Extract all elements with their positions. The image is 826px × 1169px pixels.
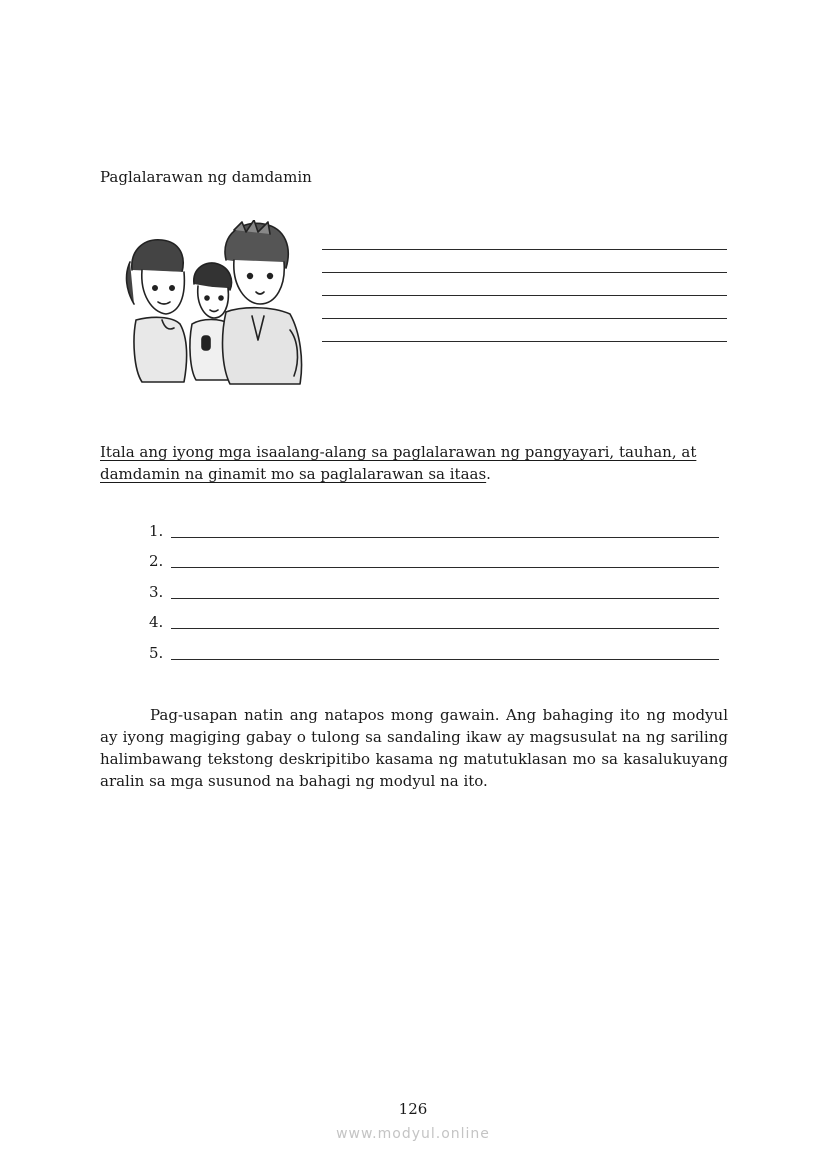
answer-line[interactable] xyxy=(322,318,727,319)
answer-line[interactable] xyxy=(322,272,727,273)
list-item-number: 2. xyxy=(149,552,164,570)
answer-blank[interactable] xyxy=(171,523,719,538)
body-paragraph: Pag-usapan natin ang natapos mong gawain. Ang bahaging ito ng modyul ay iyong magiging gabay o tulong sa sandaling ikaw ay magsusulat na ng sariling halimbawang tekstong deskripitibo kasama ng matutuklasan mo sa kasalukuyang aralin sa mga susunod na bahagi ng modyul na ito. xyxy=(100,706,728,790)
answer-blank[interactable] xyxy=(171,553,719,568)
list-item-number: 1. xyxy=(149,522,164,540)
section-heading: Paglalarawan ng damdamin xyxy=(100,168,312,186)
list-item[interactable] xyxy=(149,581,719,601)
page-number: 126 xyxy=(398,1100,428,1118)
list-item-number: 5. xyxy=(149,644,164,662)
three-children-icon xyxy=(122,220,306,388)
list-item-number: 3. xyxy=(149,583,164,601)
list-item[interactable] xyxy=(149,611,719,631)
instruction-underlined: Itala ang iyong mga isaalang-alang sa paglalarawan ng pangyayari, tauhan, at damdamin na ginamit mo sa paglalarawan sa itaas xyxy=(100,443,697,483)
list-item[interactable] xyxy=(149,520,719,540)
answer-blank[interactable] xyxy=(171,645,719,660)
instruction xyxy=(100,441,740,485)
answer-line[interactable] xyxy=(322,341,727,342)
answer-blank[interactable] xyxy=(171,584,719,599)
list-item[interactable] xyxy=(149,550,719,570)
list-item-number: 4. xyxy=(149,613,164,631)
answer-line[interactable] xyxy=(322,249,727,250)
list-item[interactable] xyxy=(149,642,719,662)
instruction-period: . xyxy=(486,465,491,483)
watermark: www.modyul.online xyxy=(336,1126,490,1142)
answer-blank[interactable] xyxy=(171,614,719,629)
answer-line[interactable] xyxy=(322,295,727,296)
